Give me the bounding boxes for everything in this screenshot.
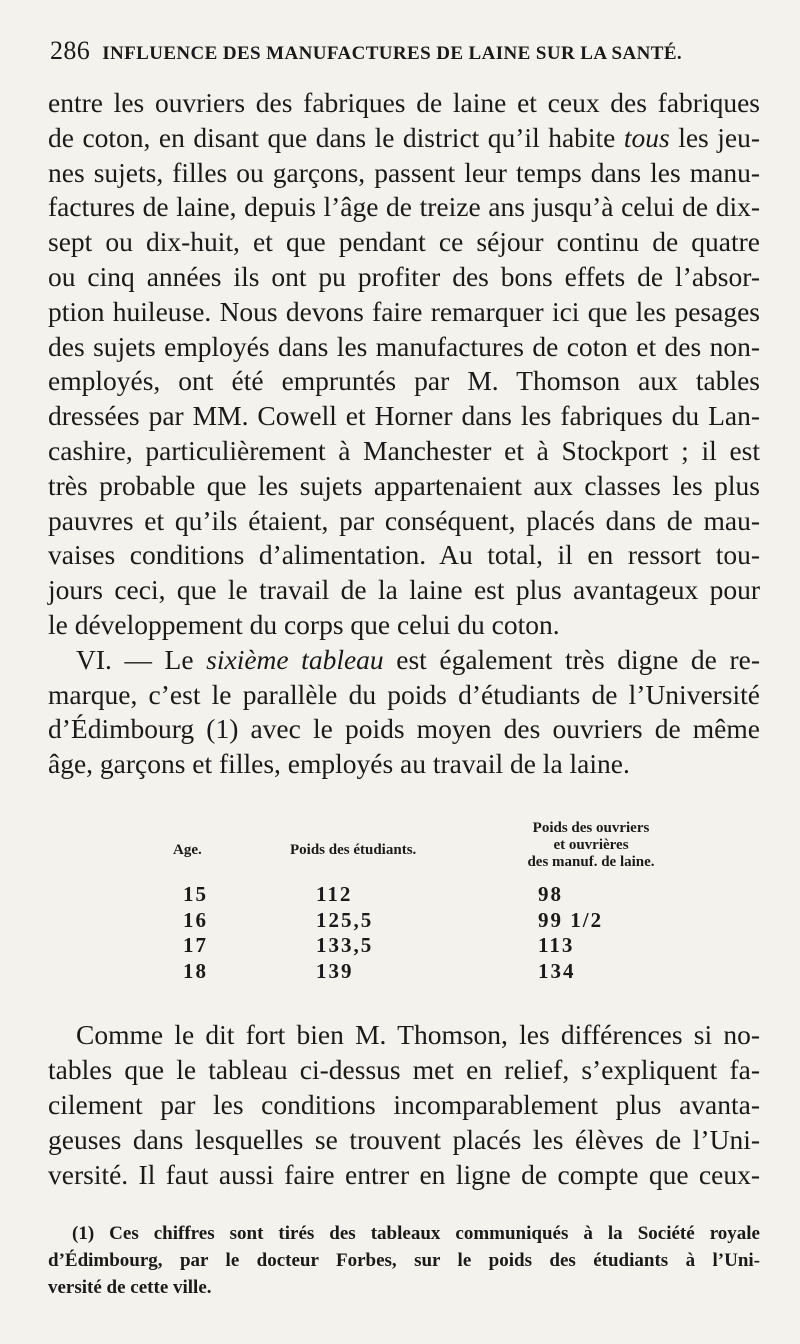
text-line: ption huileuse. Nous devons faire remarquer ici que les pesages <box>48 295 760 327</box>
cell-age: 15 <box>183 882 208 906</box>
text-line: dressées par MM. Cowell et Horner dans les fabriques du Lan- <box>48 400 760 432</box>
cell-age: 17 <box>183 933 208 957</box>
cell-workers: 98 <box>538 882 563 906</box>
text-line: employés, ont été empruntés par M. Thomson aux tables <box>48 365 760 397</box>
text-line: jours ceci, que le travail de la laine est plus avantageux pour <box>48 574 760 606</box>
footnote <box>48 1220 760 1301</box>
section-prefix: VI. — Le <box>76 643 207 675</box>
text-line: très probable que les sujets appartenaient aux classes les plus <box>48 469 760 501</box>
text-line: marque, c’est le parallèle du poids d’étudiants de l’Université <box>48 678 760 710</box>
table-header <box>48 820 760 882</box>
footnote-line: versité de cette ville. <box>48 1277 212 1298</box>
text-line: entre les ouvriers des fabriques de laine et ceux des fabriques <box>48 87 760 118</box>
running-header <box>50 36 770 66</box>
text-line <box>48 121 760 156</box>
text-segment: les jeu- <box>669 121 760 153</box>
text-line: d’Édimbourg (1) avec le poids moyen des ouvriers de même <box>48 713 760 745</box>
text-line: factures de laine, depuis l’âge de treize ans jusqu’à celui de dix- <box>48 191 760 223</box>
italic-word: tous <box>623 121 670 153</box>
text-line: geuses dans lesquelles se trouvent placés les élèves de l’Uni- <box>48 1124 760 1155</box>
page-number: 286 <box>50 36 91 65</box>
text-segment: est également très digne de re- <box>383 643 760 675</box>
header-workers-line: des manuf. de laine. <box>527 854 655 870</box>
header-workers-line: et ouvrières <box>553 837 629 853</box>
text-line: tables que le tableau ci-dessus met en relief, s’expliquent fa- <box>48 1054 760 1085</box>
text-line: nes sujets, filles ou garçons, passent leur temps dans les manu- <box>48 156 760 188</box>
cell-students: 112 <box>316 882 353 906</box>
paragraph-1 <box>48 86 760 782</box>
header-age: Age. <box>173 842 202 858</box>
weight-table <box>48 820 760 984</box>
text-line: des sujets employés dans les manufactures de coton et des non- <box>48 330 760 362</box>
cell-students: 125,5 <box>316 907 374 932</box>
text-line: le développement du corps que celui du coton. <box>48 608 560 640</box>
cell-workers: 99 1/2 <box>538 907 604 932</box>
text-line: cilement par les conditions incomparablement plus avanta- <box>48 1089 760 1120</box>
header-workers-line: Poids des ouvriers <box>532 820 650 836</box>
text-segment: de coton, en disant que dans le district qu’il habite <box>48 121 624 153</box>
cell-age: 16 <box>183 907 208 932</box>
cell-workers: 134 <box>538 958 576 983</box>
table-body <box>48 882 760 984</box>
cell-age: 18 <box>183 958 208 983</box>
cell-students: 139 <box>316 958 354 983</box>
table-row <box>48 959 760 985</box>
text-line: pauvres et qu’ils étaient, par conséquent, placés dans de mau- <box>48 504 760 536</box>
footnote-line: (1) Ces chiffres sont tirés des tableaux communiqués à la Société royale <box>72 1223 760 1244</box>
table-row <box>48 933 760 959</box>
italic-phrase: sixième tableau <box>206 643 384 675</box>
header-students: Poids des étudiants. <box>290 842 417 858</box>
text-line: vaises conditions d’alimentation. Au total, il en ressort tou- <box>48 539 760 571</box>
text-line <box>48 643 760 678</box>
cell-workers: 113 <box>538 933 575 957</box>
text-line: versité. Il faut aussi faire entrer en ligne de compte que ceux- <box>48 1159 760 1190</box>
running-title: INFLUENCE DES MANUFACTURES DE LAINE SUR LA SANTÉ. <box>102 43 683 64</box>
text-line: ou cinq années ils ont pu profiter des bons effets de l’absor- <box>48 260 760 292</box>
table-row <box>48 882 760 908</box>
text-line: âge, garçons et filles, employés au travail de la laine. <box>48 748 630 780</box>
table-row <box>48 908 760 934</box>
paragraph-3 <box>48 1017 760 1192</box>
text-line: sept ou dix-huit, et que pendant ce séjour continu de quatre <box>48 226 760 258</box>
text-line: Comme le dit fort bien M. Thomson, les différences si no- <box>76 1019 760 1050</box>
footnote-line: d’Édimbourg, par le docteur Forbes, sur le poids des étudiants à l’Uni- <box>48 1250 760 1271</box>
cell-students: 133,5 <box>316 933 374 957</box>
header-workers <box>496 820 686 871</box>
text-line: cashire, particulièrement à Manchester et à Stockport ; il est <box>48 434 760 466</box>
